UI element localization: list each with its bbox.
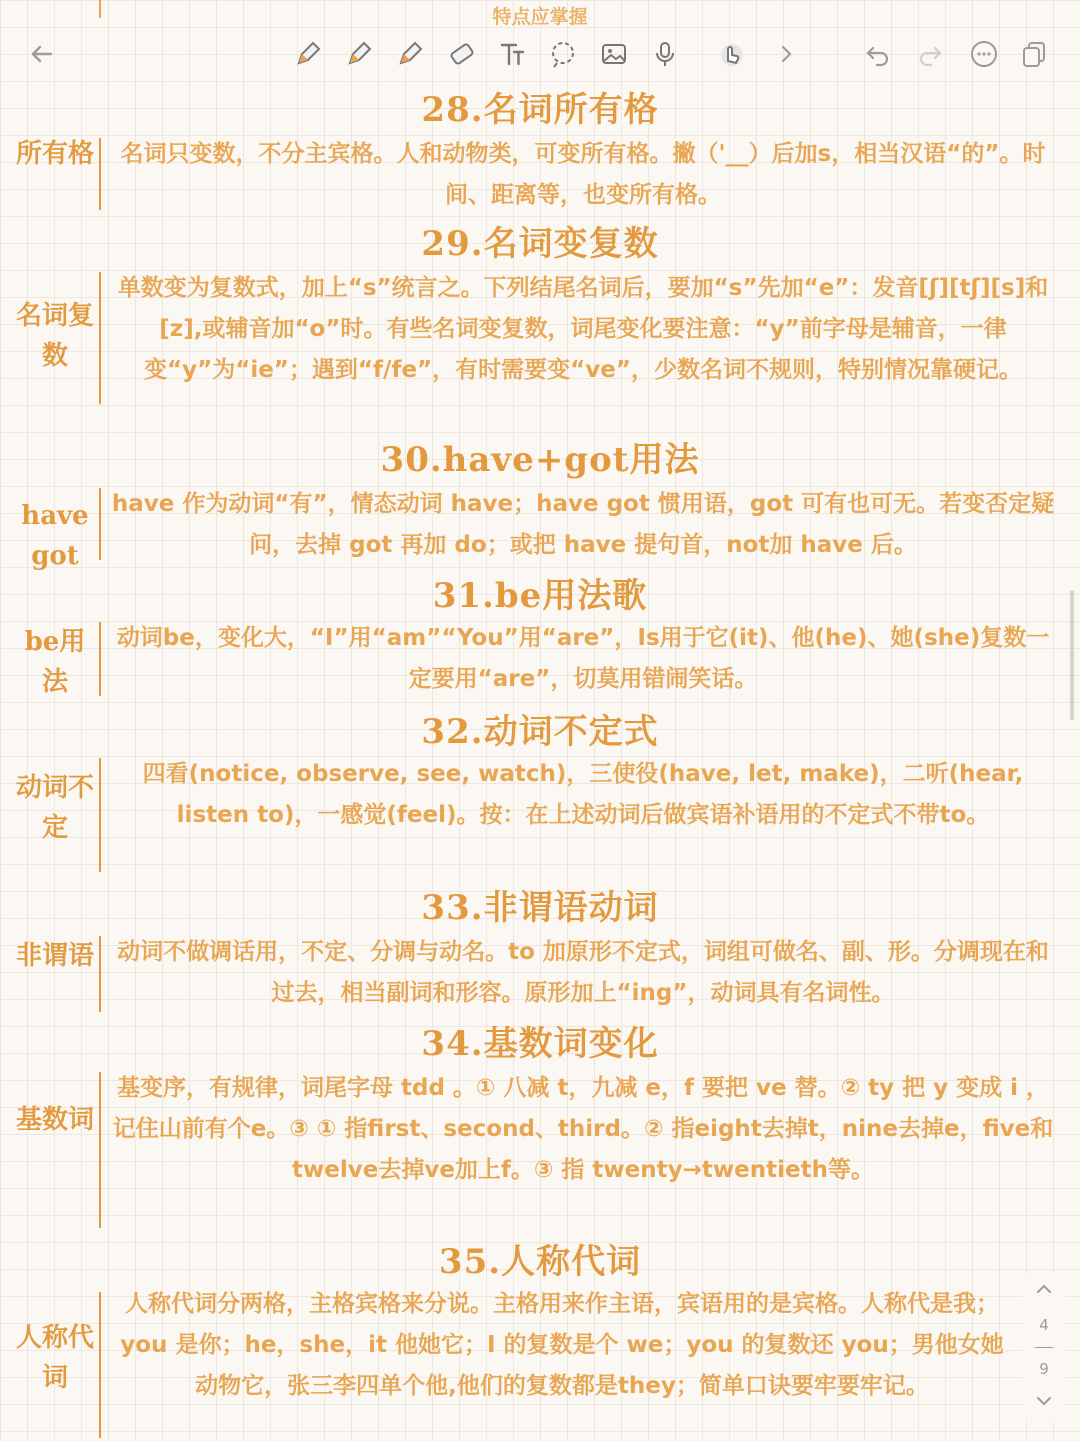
side-label: 动词不定 [15,773,94,843]
margin-bar [99,622,101,696]
section-title: 32.动词不定式 [421,712,659,752]
page-navigator [1022,1272,1066,1422]
section-title: 30.have+got用法 [380,440,700,480]
more-icon[interactable] [966,36,1002,72]
back-arrow-icon[interactable] [24,36,60,72]
side-label: 非谓语 [15,941,94,971]
section-title: 28.名词所有格 [421,90,659,130]
highlighter-icon[interactable] [392,36,428,72]
side-label: have got [21,501,89,571]
section-body: 人称代词分两格，主格宾格来分说。主格用来作主语，宾语用的是宾格。人称代是我；you 是你；he，she，it 他她它；I 的复数是个 we；you 的复数还 you；男他女她动物它，张三李四单个他,他们的复数都是they；简单口诀要牢要牢记。 [120,1291,1004,1399]
margin-bar [99,1072,101,1228]
side-label: 名词复数 [15,301,94,371]
side-label: be用法 [24,627,86,697]
microphone-icon[interactable] [647,36,683,72]
section-body: 单数变为复数式，加上“s”统言之。下列结尾名词后，要加“s”先加“e”：发音[ʃ][tʃ][s]和[z],或辅音加“o”时。有些名词变复数，词尾变化要注意：“y”前字母是辅音，一律变“y”为“ie”；遇到“f/fe”，有时需要变“ve”，少数名词不规则，特别情况靠硬记。 [117,275,1049,383]
chevron-down-icon[interactable] [1033,1390,1055,1416]
total-pages: 9 [1039,1359,1049,1378]
text-icon[interactable] [494,36,530,72]
section-body: have 作为动词“有”，情态动词 have；have got 惯用语，got 可有也可无。若变否定疑问，去掉 got 再加 do；或把 have 提句首，not加 have 后。 [111,491,1055,558]
margin-bar [99,1292,101,1438]
margin-bar [99,488,101,560]
previous-section-fragment: 特点应掌握 [492,6,588,28]
section-title: 33.非谓语动词 [421,888,659,928]
pages-icon[interactable] [1016,36,1052,72]
undo-icon[interactable] [860,36,896,72]
section-body: 四看(notice, observe, see, watch)，三使役(have, let, make)，二听(hear, listen to)，一感觉(feel)。按：在上述动词后做宾语补语用的不定式不带to。 [142,761,1024,828]
margin-bar [99,758,101,872]
margin-bar [99,138,101,210]
page-divider [1035,1347,1053,1348]
image-icon[interactable] [596,36,632,72]
chevron-right-icon[interactable] [768,36,804,72]
pencil-icon[interactable] [341,36,377,72]
margin-bar [99,272,101,404]
scrollbar[interactable] [1070,590,1074,720]
side-label: 人称代词 [15,1323,94,1393]
editor-toolbar [0,28,1080,82]
chevron-up-icon[interactable] [1033,1278,1055,1304]
eraser-icon[interactable] [443,36,479,72]
current-page: 4 [1039,1316,1049,1335]
section-body: 基变序，有规律，词尾字母 tdd 。① 八减 t，九减 e，f 要把 ve 替。② ty 把 y 变成 i ，记住山前有个e。③ ① 指first、second、third。② 指eight去掉t，nine去掉e，five和twelve去掉ve加上f。③ 指 twenty→twentieth等。 [112,1075,1054,1183]
side-label: 基数词 [15,1105,94,1135]
section-title: 34.基数词变化 [421,1024,659,1064]
section-body: 动词不做调话用，不定、分调与动名。to 加原形不定式，词组可做名、副、形。分调现在和过去，相当副词和形容。原形加上“ing”，动词具有名词性。 [117,939,1049,1006]
section-body: 名词只变数，不分主宾格。人和动物类，可变所有格。撇（'__）后加s，相当汉语“的”。时间、距离等，也变所有格。 [120,141,1046,208]
lasso-icon[interactable] [545,36,581,72]
margin-bar [99,936,101,1012]
side-label: 所有格 [15,139,94,169]
pen-icon[interactable] [290,36,326,72]
section-title: 31.be用法歌 [432,576,648,616]
redo-icon[interactable] [912,36,948,72]
section-title: 35.人称代词 [438,1242,642,1282]
section-body: 动词be，变化大，“I”用“am”“You”用“are”，Is用于它(it)、他(he)、她(she)复数一定要用“are”，切莫用错闹笑话。 [116,625,1050,692]
touch-icon[interactable] [714,36,750,72]
section-title: 29.名词变复数 [421,224,659,264]
